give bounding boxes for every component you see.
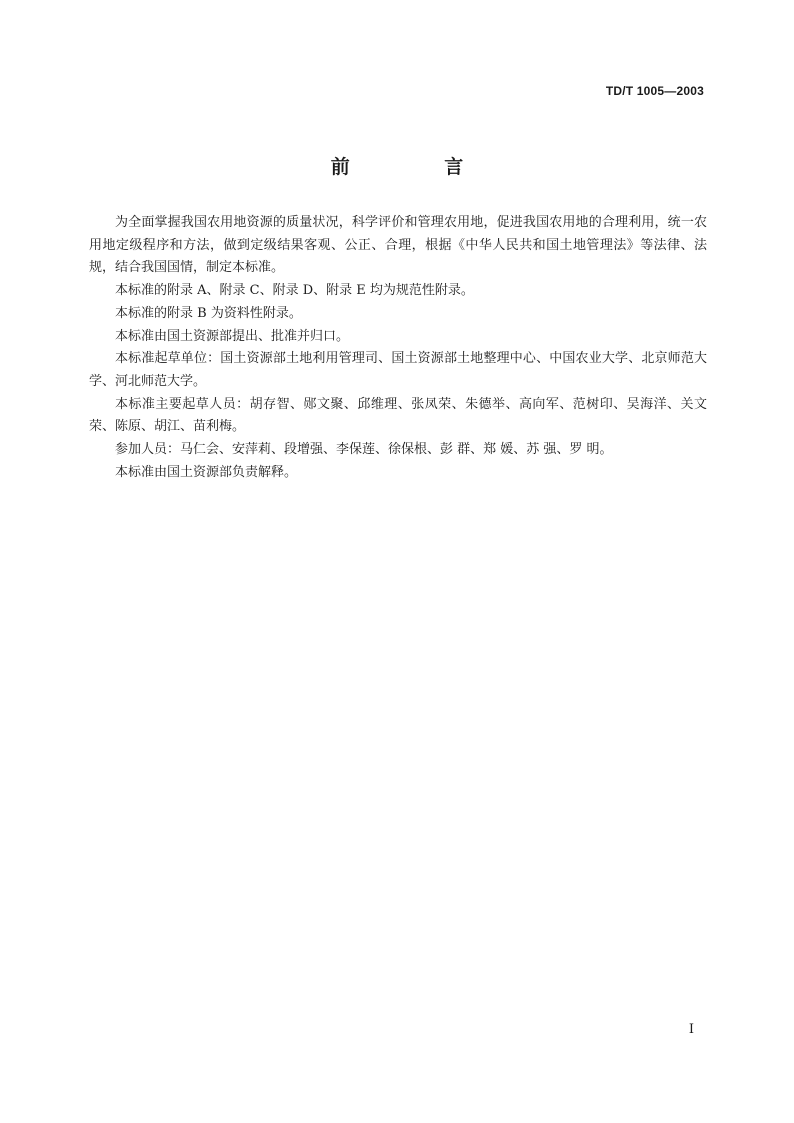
paragraph-normative-annexes: 本标准的附录 A、附录 C、附录 D、附录 E 均为规范性附录。 <box>115 283 474 299</box>
paragraph-purpose: 为全面掌握我国农用地资源的质量状况，科学评价和管理农用地，促进我国农用地的合理利用，统一农用地定级程序和方法，做到定级结果客观、公正、合理，根据《中华人民共和国土地管理法》等法律、法规，结合我国国情，制定本标准。 <box>89 215 707 276</box>
paragraph-drafting-units: 本标准起草单位：国土资源部土地利用管理司、国土资源部土地整理中心、中国农业大学、北京师范大学、河北师范大学。 <box>89 351 707 389</box>
paragraph-proposer: 本标准由国土资源部提出、批准并归口。 <box>115 328 350 344</box>
paragraph-informative-annex: 本标准的附录 B 为资料性附录。 <box>115 305 302 321</box>
standard-code: TD/T 1005—2003 <box>605 84 704 98</box>
paragraph-interpretation: 本标准由国土资源部负责解释。 <box>115 464 298 480</box>
preface-body <box>89 212 707 484</box>
paragraph-main-drafters: 本标准主要起草人员：胡存智、郧文聚、邱维理、张凤荣、朱德举、高向军、范树印、吴海洋、关文荣、陈原、胡江、苗利梅。 <box>89 396 707 435</box>
page-number: I <box>688 1022 694 1037</box>
paragraph-participants: 参加人员：马仁会、安萍莉、段增强、李保莲、徐保根、彭 群、郑 媛、苏 强、罗 明。 <box>115 442 613 458</box>
page-title: 前 言 <box>330 156 508 178</box>
